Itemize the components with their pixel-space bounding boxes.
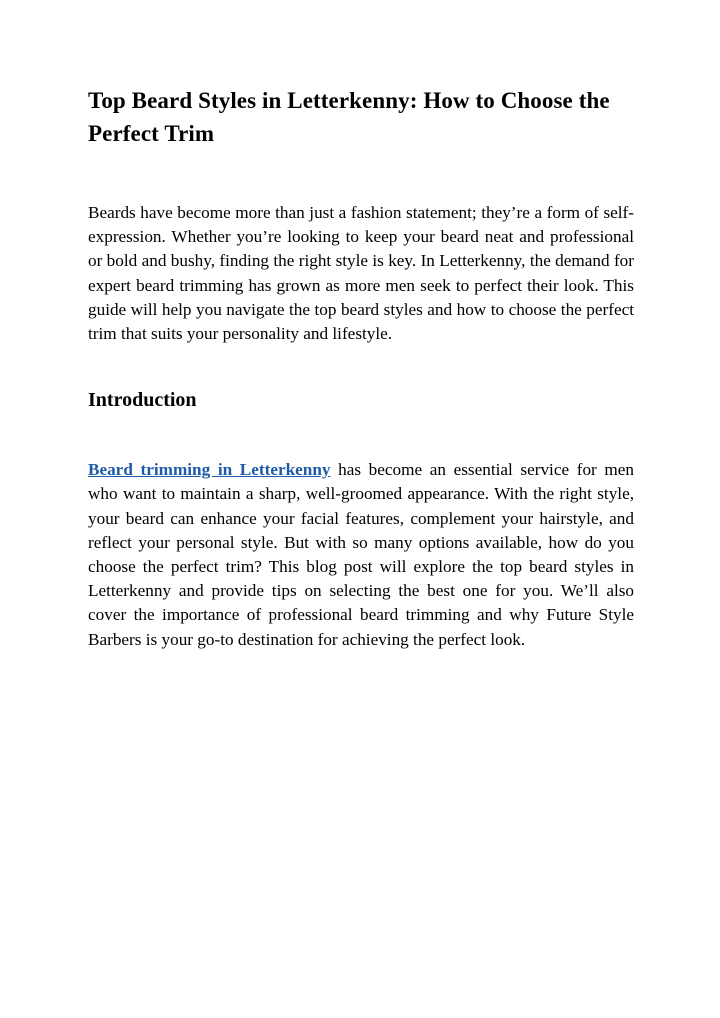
beard-trimming-link[interactable]: Beard trimming in Letterkenny xyxy=(88,460,331,480)
document-content xyxy=(88,84,634,652)
introduction-paragraph-text: has become an essential service for men who want to maintain a sharp, well-groomed appearance. With the right style, your beard can enhance your facial features, complement your hairstyle, and reflect your personal style. But with so many options available, how do you choose the perfect trim? This blog post will explore the top beard styles in Letterkenny and provide tips on selecting the best one for you. We’ll also cover the importance of professional beard trimming and why Future Style Barbers is your go-to destination for achieving the perfect look. xyxy=(88,460,634,649)
section-heading-introduction: Introduction xyxy=(88,389,197,412)
page-title: Top Beard Styles in Letterkenny: How to Choose the Perfect Trim xyxy=(88,88,610,146)
intro-paragraph: Beards have become more than just a fashion statement; they’re a form of self-expression. Whether you’re looking to keep your beard neat and professional or bold and bushy, finding the right style is key. In Letterkenny, the demand for expert beard trimming has grown as more men seek to perfect their look. This guide will help you navigate the top beard styles and how to choose the perfect trim that suits your personality and lifestyle. xyxy=(88,203,634,344)
introduction-paragraph xyxy=(88,458,634,652)
